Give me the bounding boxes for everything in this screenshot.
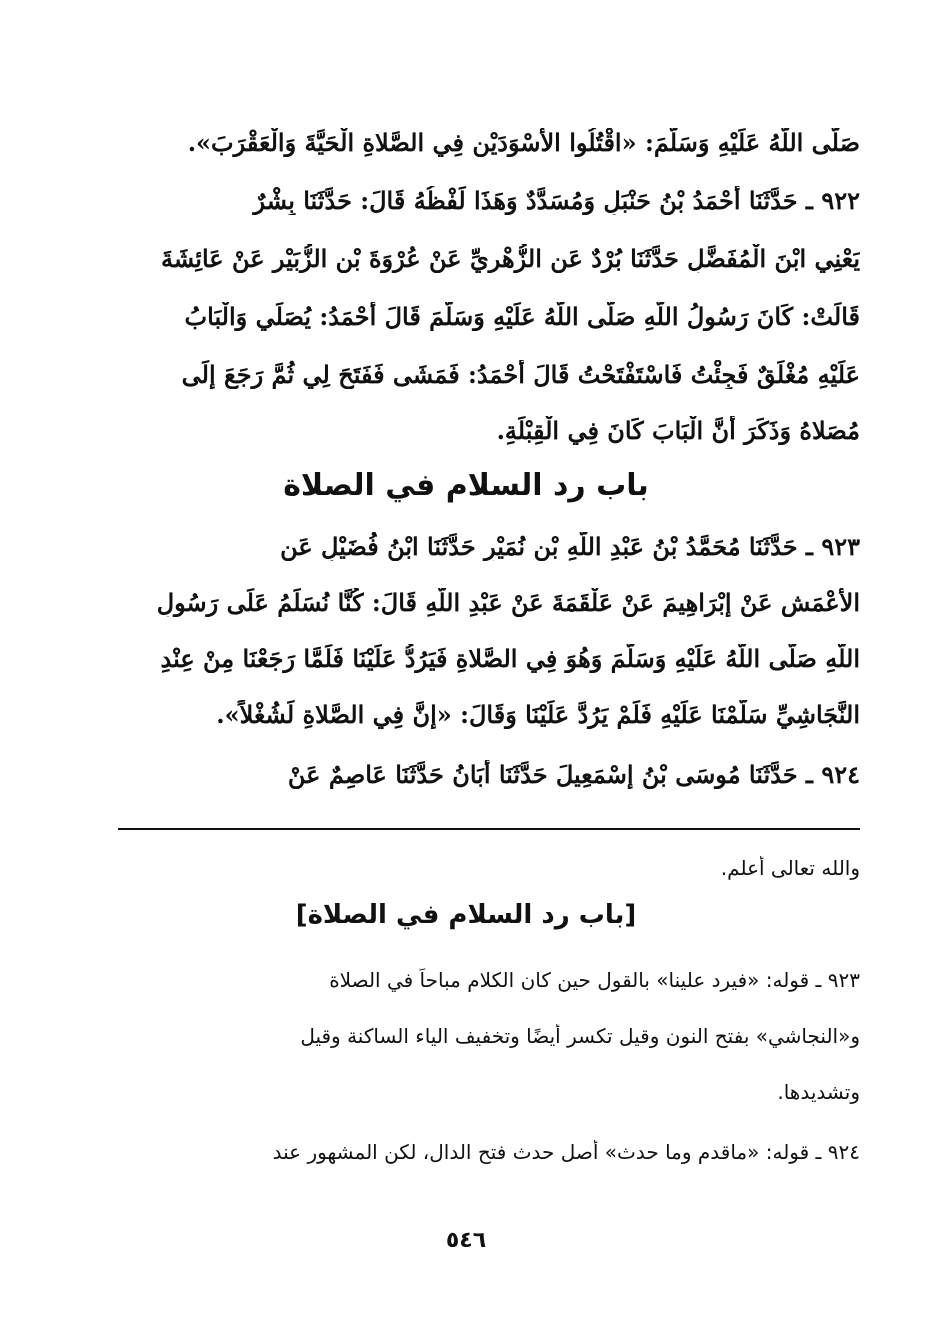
note-line-2: و«النجاشي» بفتح النون وقيل تكسر أيضًا وتخفيف الياء الساكنة وقيل: [300, 1024, 860, 1048]
note-line-4: ٩٢٤ ـ قوله: «ماقدم وما حدث» أصل حدث فتح الدال، لكن المشهور عند: [272, 1140, 860, 1164]
main-text-line-5: عَلَيْهِ مُغْلَقٌ فَجِئْتُ فَاسْتَفْتَحْتُ قَالَ أَحْمَدُ: فَمَشَى فَفَتَحَ لِي ثُمَّ رَجَعَ إِلَى: [181, 360, 860, 389]
footnote-divider: [118, 828, 860, 830]
page-number: ٥٤٦: [445, 1228, 487, 1253]
main-text-line-8: الأَعْمَشِ عَنْ إِبْرَاهِيمَ عَنْ عَلْقَمَةَ عَنْ عَبْدِ اللَّهِ قَالَ: كُنَّا نُسَلِّمُ عَلَى رَسُولِ: [156, 588, 860, 617]
main-text-line-9: اللَّهِ صَلَّى اللَّهُ عَلَيْهِ وَسَلَّمَ وَهُوَ فِي الصَّلاةِ فَيَرُدُّ عَلَيْنَا فَلَمَّا رَجَعْنَا مِنْ عِنْدِ: [160, 644, 860, 673]
chapter-heading: باب رد السلام في الصلاة: [283, 468, 649, 503]
main-text-line-4: قَالَتْ: كَانَ رَسُولُ اللَّهِ صَلَّى اللَّهُ عَلَيْهِ وَسَلَّمَ قَالَ أَحْمَدُ: يُصَلِّي وَالْبَابُ: [184, 302, 860, 331]
main-text-line-10: النَّجَاشِيِّ سَلَّمْنَا عَلَيْهِ فَلَمْ يَرُدَّ عَلَيْنَا وَقَالَ: «إِنَّ فِي الصَّلاةِ لَشُغْلاً».: [216, 700, 860, 729]
main-text-line-2: ٩٢٢ ـ حَدَّثَنَا أَحْمَدُ بْنُ حَنْبَلٍ وَمُسَدَّدٌ وَهَذَا لَفْظُهُ قَالَ: حَدَّثَنَا بِشْرٌ: [253, 186, 860, 215]
note-line-1: ٩٢٣ ـ قوله: «فيرد علينا» بالقول حين كان الكلام مباحاً في الصلاة: [329, 968, 860, 992]
note-line-3: وتشديدها.: [777, 1080, 860, 1104]
note-closing: والله تعالى أعلم.: [720, 856, 860, 880]
note-heading: [باب رد السلام في الصلاة]: [295, 900, 637, 930]
main-text-line-1: صَلَّى اللَّهُ عَلَيْهِ وَسَلَّمَ: «اقْتُلُوا الأَسْوَدَيْنِ فِي الصَّلاةِ الْحَيَّةَ وَالْعَقْرَبَ».: [187, 128, 860, 157]
main-text-line-6: مُصَلاهُ وَذَكَرَ أَنَّ الْبَابَ كَانَ فِي الْقِبْلَةِ.: [496, 416, 860, 445]
main-text-line-11: ٩٢٤ ـ حَدَّثَنَا مُوسَى بْنُ إِسْمَعِيلَ حَدَّثَنَا أَبَانُ حَدَّثَنَا عَاصِمٌ عَنْ: [287, 760, 860, 789]
main-text-line-3: يَعْنِي ابْنَ الْمُفَضَّلِ حَدَّثَنَا بُرْدٌ عَنِ الزُّهْرِيِّ عَنْ عُرْوَةَ بْنِ الزُّبَيْرِ عَنْ عَائِشَةَ: [161, 244, 860, 273]
main-text-line-7: ٩٢٣ ـ حَدَّثَنَا مُحَمَّدُ بْنُ عَبْدِ اللَّهِ بْنِ نُمَيْرٍ حَدَّثَنَا ابْنُ فُضَيْلٍ عَنِ: [280, 532, 860, 561]
